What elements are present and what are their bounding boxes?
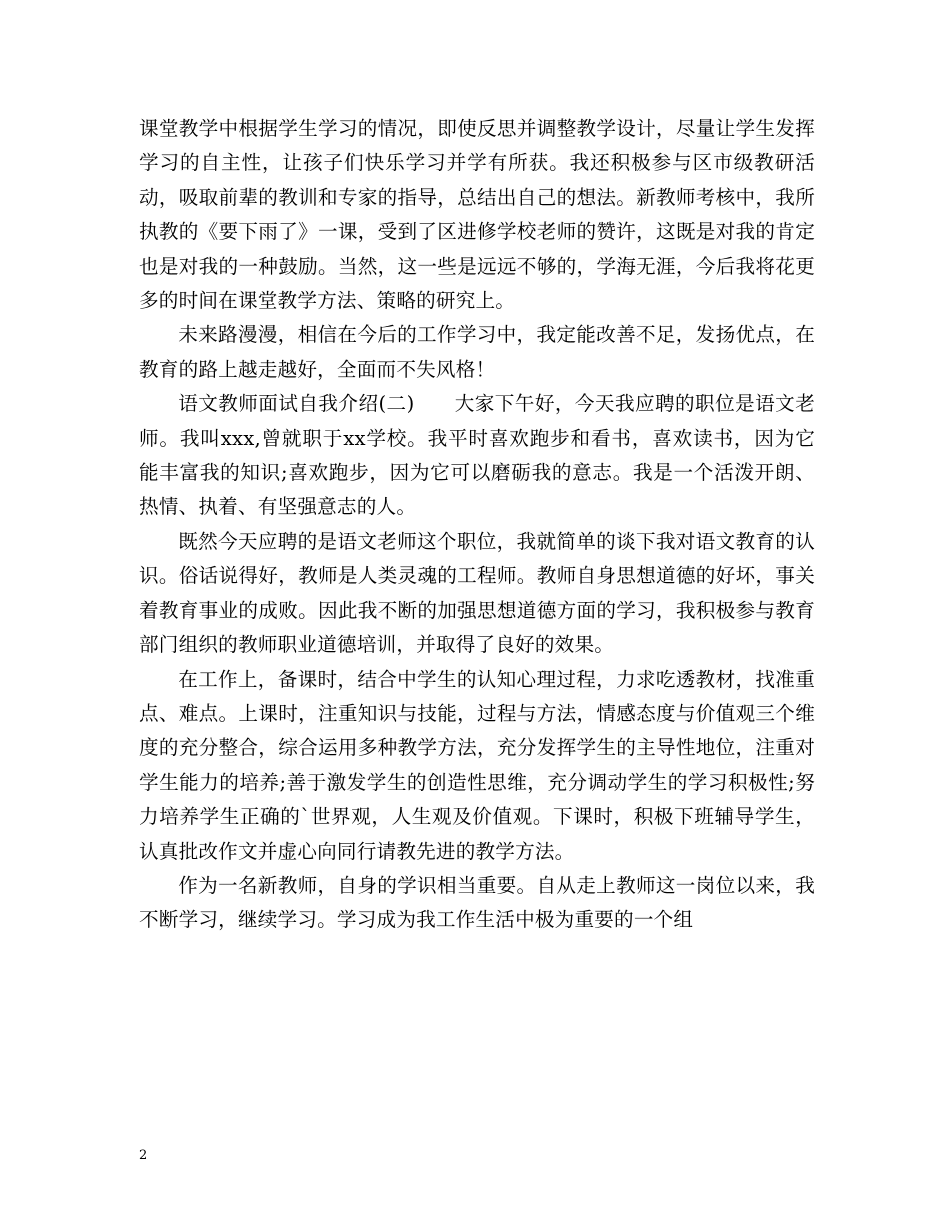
- document-body: [139, 112, 815, 938]
- paragraph-2: 未来路漫漫，相信在今后的工作学习中，我定能改善不足，发扬优点，在教育的路上越走越好，全面而不失风格！: [139, 323, 815, 381]
- paragraph-5: 在工作上，备课时，结合中学生的认知心理过程，力求吃透教材，找准重点、难点。上课时，注重知识与技能，过程与方法，情感态度与价值观三个维度的充分整合，综合运用多种教学方法，充分发挥学生的主导性地位，注重对学生能力的培养;善于激发学生的创造性思维，充分调动学生的学习积极性;努力培养学生正确的`世界观，人生观及价值观。下课时，积极下班辅导学生，认真批改作文并虚心向同行请教先进的教学方法。: [139, 667, 815, 863]
- paragraph-1: 课堂教学中根据学生学习的情况，即使反思并调整教学设计，尽量让学生发挥学习的自主性，让孩子们快乐学习并学有所获。我还积极参与区市级教研活动，吸取前辈的教训和专家的指导，总结出自己的想法。新教师考核中，我所执教的《要下雨了》一课，受到了区进修学校老师的赞许，这既是对我的肯定也是对我的一种鼓励。当然，这一些是远远不够的，学海无涯，今后我将花更多的时间在课堂教学方法、策略的研究上。: [139, 117, 815, 313]
- paragraph-6: 作为一名新教师，自身的学识相当重要。自从走上教师这一岗位以来，我不断学习，继续学习。学习成为我工作生活中极为重要的一个组: [139, 873, 815, 932]
- paragraph-4: 既然今天应聘的是语文老师这个职位，我就简单的谈下我对语文教育的认识。俗话说得好，教师是人类灵魂的工程师。教师自身思想道德的好坏，事关着教育事业的成败。因此我不断的加强思想道德方面的学习，我积极参与教育部门组织的教师职业道德培训，并取得了良好的效果。: [139, 529, 815, 657]
- paragraph-3: 语文教师面试自我介绍(二) 大家下午好，今天我应聘的职位是语文老师。我叫xxx,曾就职于xx学校。我平时喜欢跑步和看书，喜欢读书，因为它能丰富我的知识;喜欢跑步，因为它可以磨砺我的意志。我是一个活泼开朗、热情、执着、有坚强意志的人。: [139, 392, 815, 519]
- page-number: 2: [139, 1148, 148, 1163]
